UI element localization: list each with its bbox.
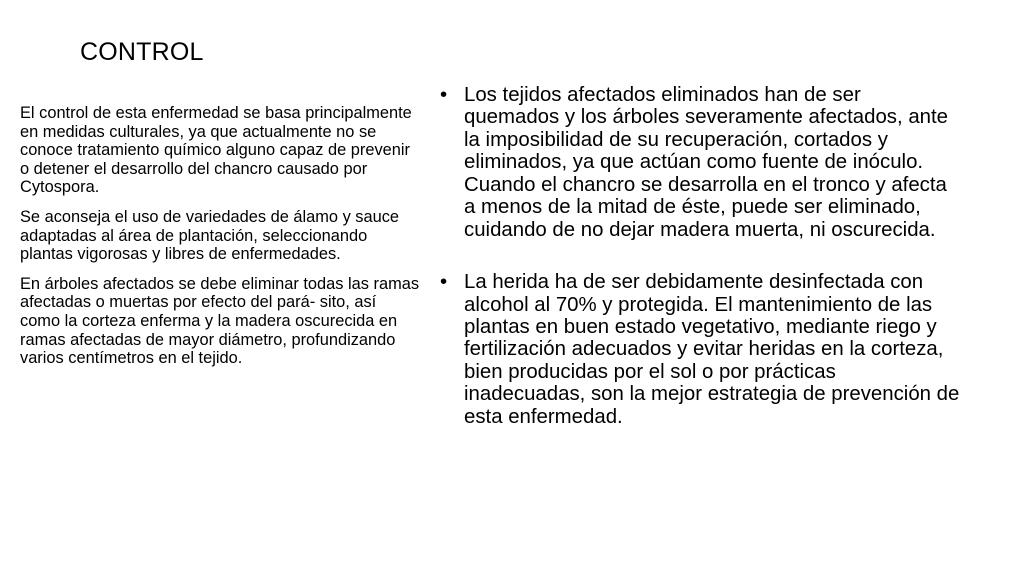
bullet-item-2 <box>440 271 960 428</box>
left-paragraph-1: El control de esta enfermedad se basa principalmente en medidas culturales, ya que actualmente no se conoce tratamiento químico alguno capaz de prevenir o detener el desarrollo del chancro causado por Cytospora. <box>20 104 412 197</box>
bullet-text-1: Los tejidos afectados eliminados han de ser quemados y los árboles severamente afectados, ante la imposibilidad de su recuperación, cortados y eliminados, ya que actúan como fuente de inóculo. Cuando el chancro se desarrolla en el tronco y afecta a menos de la mitad de éste, puede ser eliminado, cuidando de no dejar madera muerta, ni oscurecida. <box>464 84 948 241</box>
bullet-dot-icon: • <box>440 271 448 294</box>
bullet-dot-icon: • <box>440 84 448 106</box>
bullet-item-1 <box>440 84 960 241</box>
right-bullet-column <box>440 84 960 458</box>
left-paragraph-3: En árboles afectados se debe eliminar todas las ramas afectadas o muertas por efecto del pará- sito, así como la corteza enferma y la madera oscurecida en ramas afectadas de mayor diámetro, profundizando varios centímetros en el tejido. <box>20 274 420 368</box>
bullet-text-2: La herida ha de ser debidamente desinfectada con alcohol al 70% y protegida. El mantenimiento de las plantas en buen estado vegetativo, mediante riego y fertilización adecuados y evitar heridas en la corteza, bien producidas por el sol o por prácticas inadecuadas, son la mejor estrategia de prevención de esta enfermedad. <box>464 271 960 428</box>
slide-title: CONTROL <box>80 38 204 66</box>
bullet-list <box>440 84 960 428</box>
left-paragraph-2: Se aconseja el uso de variedades de álamo y sauce adaptadas al área de plantación, seleccionando plantas vigorosas y libres de enfermedades. <box>20 208 400 264</box>
left-text-column <box>20 104 420 379</box>
